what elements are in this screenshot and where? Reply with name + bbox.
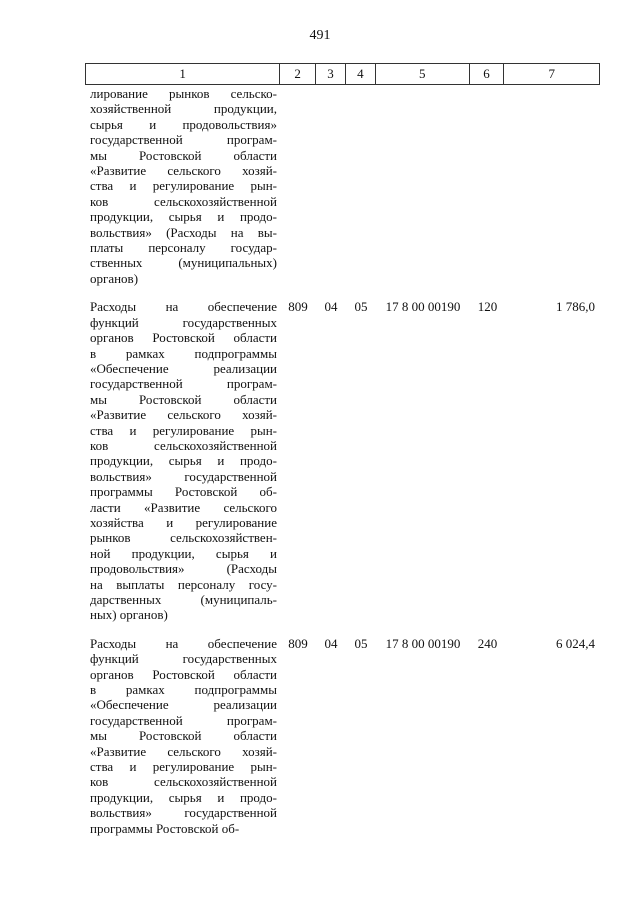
section-code: 809	[288, 299, 308, 315]
description-line: функций государственных	[90, 314, 277, 330]
amount	[505, 86, 600, 286]
target-article-code	[376, 86, 470, 286]
header-col-1: 1	[86, 64, 280, 84]
description-line: продукции, сырья и продо-	[90, 789, 277, 805]
description-line: ных) органов)	[90, 607, 168, 623]
description-line: программы Ростовской об-	[90, 820, 240, 836]
description-line: вольствия» (Расходы на вы-	[90, 224, 277, 240]
description-line: Расходы на обеспечение	[90, 299, 277, 315]
description-line: дарственных (муниципаль-	[90, 592, 277, 607]
description-line: ков сельскохозяйственной	[90, 774, 277, 790]
target-article-code: 17 8 00 00190	[385, 635, 461, 651]
description-line: ласти «Развитие сельского	[90, 499, 277, 515]
description-line: органов Ростовской области	[90, 330, 277, 346]
description-line: рынков сельскохозяйствен-	[90, 530, 277, 546]
description-line: органов)	[90, 270, 139, 286]
header-col-5: 5	[376, 64, 470, 84]
description-line: на выплаты персоналу госу-	[90, 576, 277, 592]
description-line: органов Ростовской области	[90, 666, 277, 682]
amount: 1 786,0	[556, 299, 595, 315]
subsection-code-2: 05	[354, 635, 368, 651]
description-line: мы Ростовской области	[90, 147, 277, 163]
subsection-code	[316, 86, 346, 286]
header-col-6: 6	[470, 64, 505, 84]
description-line: хозяйства и регулирование	[90, 514, 277, 530]
header-col-7: 7	[548, 66, 555, 81]
description-line: ства и регулирование рын-	[90, 759, 277, 775]
description-line: продукции, сырья и продо-	[90, 209, 277, 225]
expense-type-code: 240	[477, 635, 498, 651]
description-line: «Обеспечение реализации	[90, 360, 277, 376]
description-line: программы Ростовской об-	[90, 484, 277, 500]
section-code: 809	[288, 635, 308, 651]
description-line: лирование рынков сельско-	[90, 86, 277, 101]
description-line: в рамках подпрограммы	[90, 345, 277, 361]
description-line: продукции, сырья и продо-	[90, 453, 277, 469]
description-line: в рамках подпрограммы	[90, 682, 277, 698]
description-line: ков сельскохозяйственной	[90, 193, 277, 209]
description-line: ственных (муниципальных)	[90, 255, 277, 271]
description-line: мы Ростовской области	[90, 391, 277, 407]
row-description	[85, 636, 280, 836]
description-line: вольствия» государственной	[90, 805, 277, 821]
subsection-code-2: 05	[354, 299, 368, 315]
description-line: продовольствия» (Расходы	[90, 561, 277, 577]
description-line: сырья и продовольствия»	[90, 116, 277, 132]
table-row	[85, 86, 600, 286]
description-line: государственной програм-	[90, 376, 277, 392]
expense-type-code	[470, 86, 505, 286]
description-line: ков сельскохозяйственной	[90, 437, 277, 453]
target-article-code: 17 8 00 00190	[385, 299, 461, 315]
table-row	[85, 636, 600, 836]
row-description	[85, 299, 280, 623]
description-line: ной продукции, сырья и	[90, 545, 277, 561]
table-header-row	[85, 63, 600, 85]
subsection-code-2	[346, 86, 376, 286]
description-line: «Развитие сельского хозяй-	[90, 163, 277, 179]
subsection-code: 04	[324, 635, 338, 651]
row-gap	[85, 623, 600, 636]
row-description	[85, 86, 280, 286]
description-line: ства и регулирование рын-	[90, 178, 277, 194]
description-line: Расходы на обеспечение	[90, 635, 277, 651]
description-line: государственной програм-	[90, 132, 277, 148]
section-code	[280, 86, 316, 286]
row-gap	[85, 286, 600, 299]
amount: 6 024,4	[556, 635, 595, 651]
page-number: 491	[309, 28, 331, 43]
header-col-2: 2	[280, 64, 316, 84]
header-col-3: 3	[316, 64, 346, 84]
description-line: «Развитие сельского хозяй-	[90, 743, 277, 759]
description-line: функций государственных	[90, 651, 277, 667]
header-col-4: 4	[346, 64, 376, 84]
table-body	[85, 86, 600, 836]
description-line: государственной програм-	[90, 712, 277, 728]
description-line: «Обеспечение реализации	[90, 697, 277, 713]
subsection-code: 04	[324, 299, 338, 315]
description-line: «Развитие сельского хозяй-	[90, 407, 277, 423]
description-line: ства и регулирование рын-	[90, 422, 277, 438]
description-line: вольствия» государственной	[90, 468, 277, 484]
description-line: мы Ростовской области	[90, 728, 277, 744]
expense-type-code: 120	[477, 299, 498, 315]
table-row	[85, 299, 600, 623]
description-line: платы персоналу государ-	[90, 240, 277, 256]
description-line: хозяйственной продукции,	[90, 101, 277, 117]
